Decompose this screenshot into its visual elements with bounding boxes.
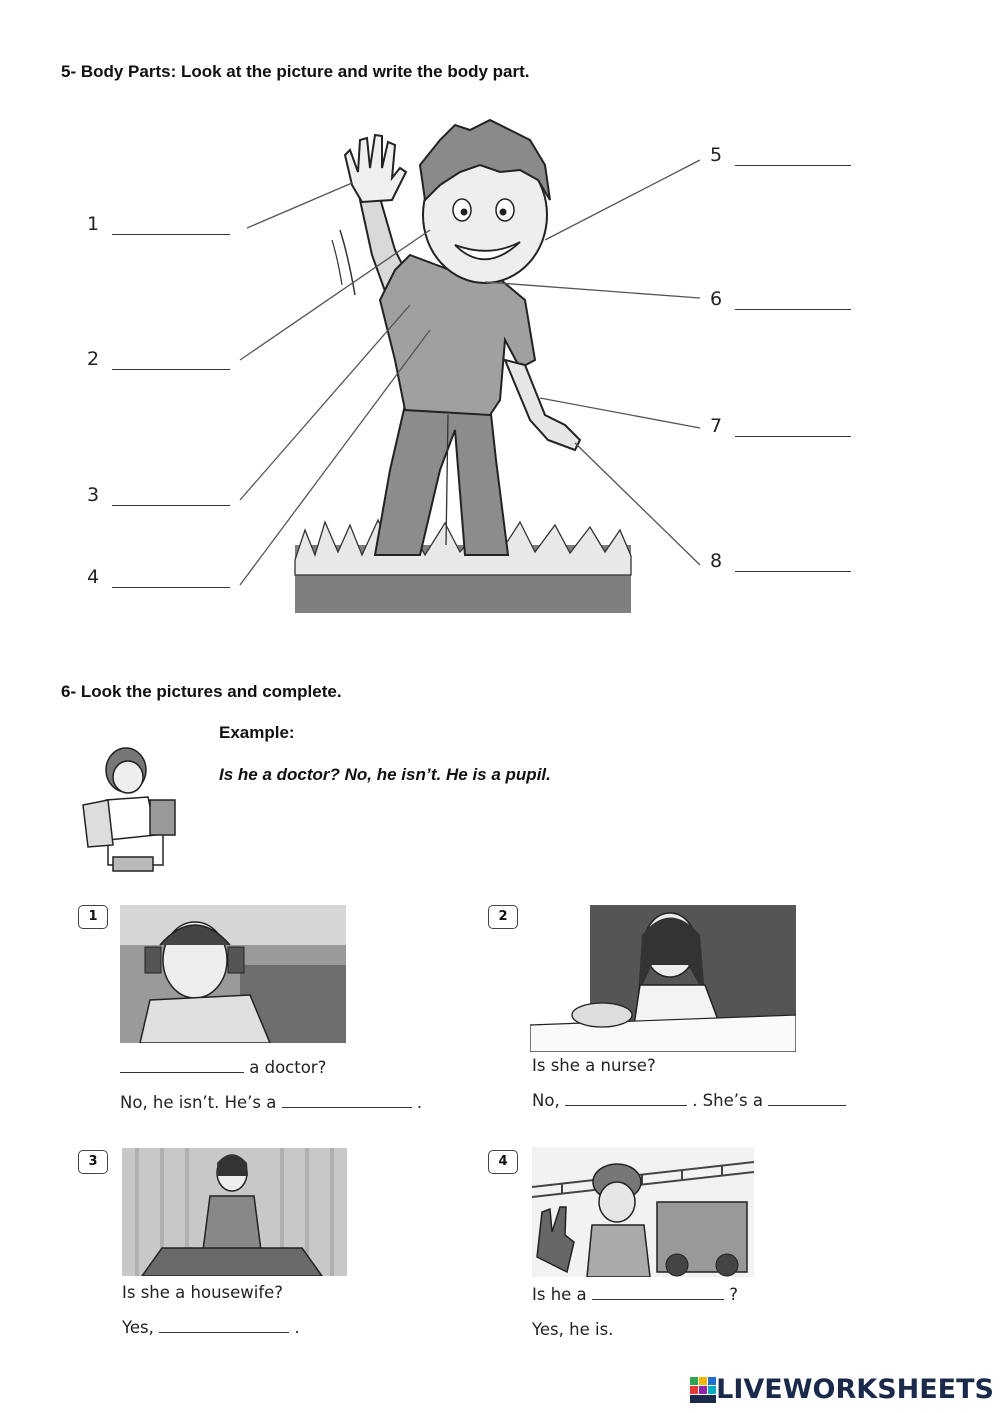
item-4-line1: Is he a: [532, 1285, 587, 1304]
item-1-line2: No, he isn’t. He’s a: [120, 1093, 277, 1112]
label-3: 3: [87, 484, 100, 506]
item-2-badge: 2: [488, 905, 518, 929]
label-4: 4: [87, 566, 100, 588]
example-text: Is he a doctor? No, he isn’t. He is a pupil.: [219, 765, 551, 784]
boy-hand: [345, 135, 406, 202]
logo-text: LIVEWORKSHEETS: [716, 1374, 994, 1405]
item-4-badge: 4: [488, 1150, 518, 1174]
example-label: Example:: [219, 723, 295, 742]
label-5: 5: [710, 144, 723, 166]
item-2-line2: No,: [532, 1091, 560, 1110]
label-6: 6: [710, 288, 723, 310]
item-3-badge: 3: [78, 1150, 108, 1174]
boy-shirt: [380, 255, 535, 415]
item-1-blank-question[interactable]: [120, 1071, 244, 1073]
liveworksheets-logo: [690, 1374, 994, 1405]
item-4-line1-end: ?: [729, 1285, 738, 1304]
item-1-line1: a doctor?: [249, 1058, 327, 1077]
item-4-line2: Yes, he is.: [532, 1320, 614, 1339]
item-1-line2-end: .: [416, 1093, 423, 1112]
item-2-line1: Is she a nurse?: [532, 1056, 656, 1075]
boy-illustration: [0, 0, 1000, 640]
item-2-blank-answer[interactable]: [565, 1104, 687, 1106]
item-2-blank-job[interactable]: [768, 1104, 846, 1106]
boy-lower-arm: [505, 360, 580, 450]
item-3-blank-answer[interactable]: [159, 1331, 289, 1333]
item-1-badge: 1: [78, 905, 108, 929]
pilot-picture: [120, 905, 346, 1043]
section-5-title: 5- Body Parts: Look at the picture and write the body part.: [61, 62, 530, 81]
label-2: 2: [87, 348, 100, 370]
item-3-line1: Is she a housewife?: [122, 1283, 284, 1302]
item-3-line2: Yes,: [122, 1318, 154, 1337]
label-1: 1: [87, 213, 100, 235]
item-3-line2-end: .: [294, 1318, 300, 1337]
label-8: 8: [710, 550, 723, 572]
firefighter-picture: [532, 1147, 754, 1277]
pupil-picture: [78, 745, 188, 873]
housewife-picture: [122, 1148, 347, 1276]
section-6-title: 6- Look the pictures and complete.: [61, 682, 342, 701]
item-1-blank-answer[interactable]: [282, 1106, 412, 1108]
label-7: 7: [710, 415, 723, 437]
logo-mark-icon: [690, 1377, 716, 1403]
item-2-line2-middle: . She’s a: [692, 1091, 763, 1110]
item-4-blank-job[interactable]: [592, 1298, 724, 1300]
teacher-picture: [530, 905, 796, 1052]
